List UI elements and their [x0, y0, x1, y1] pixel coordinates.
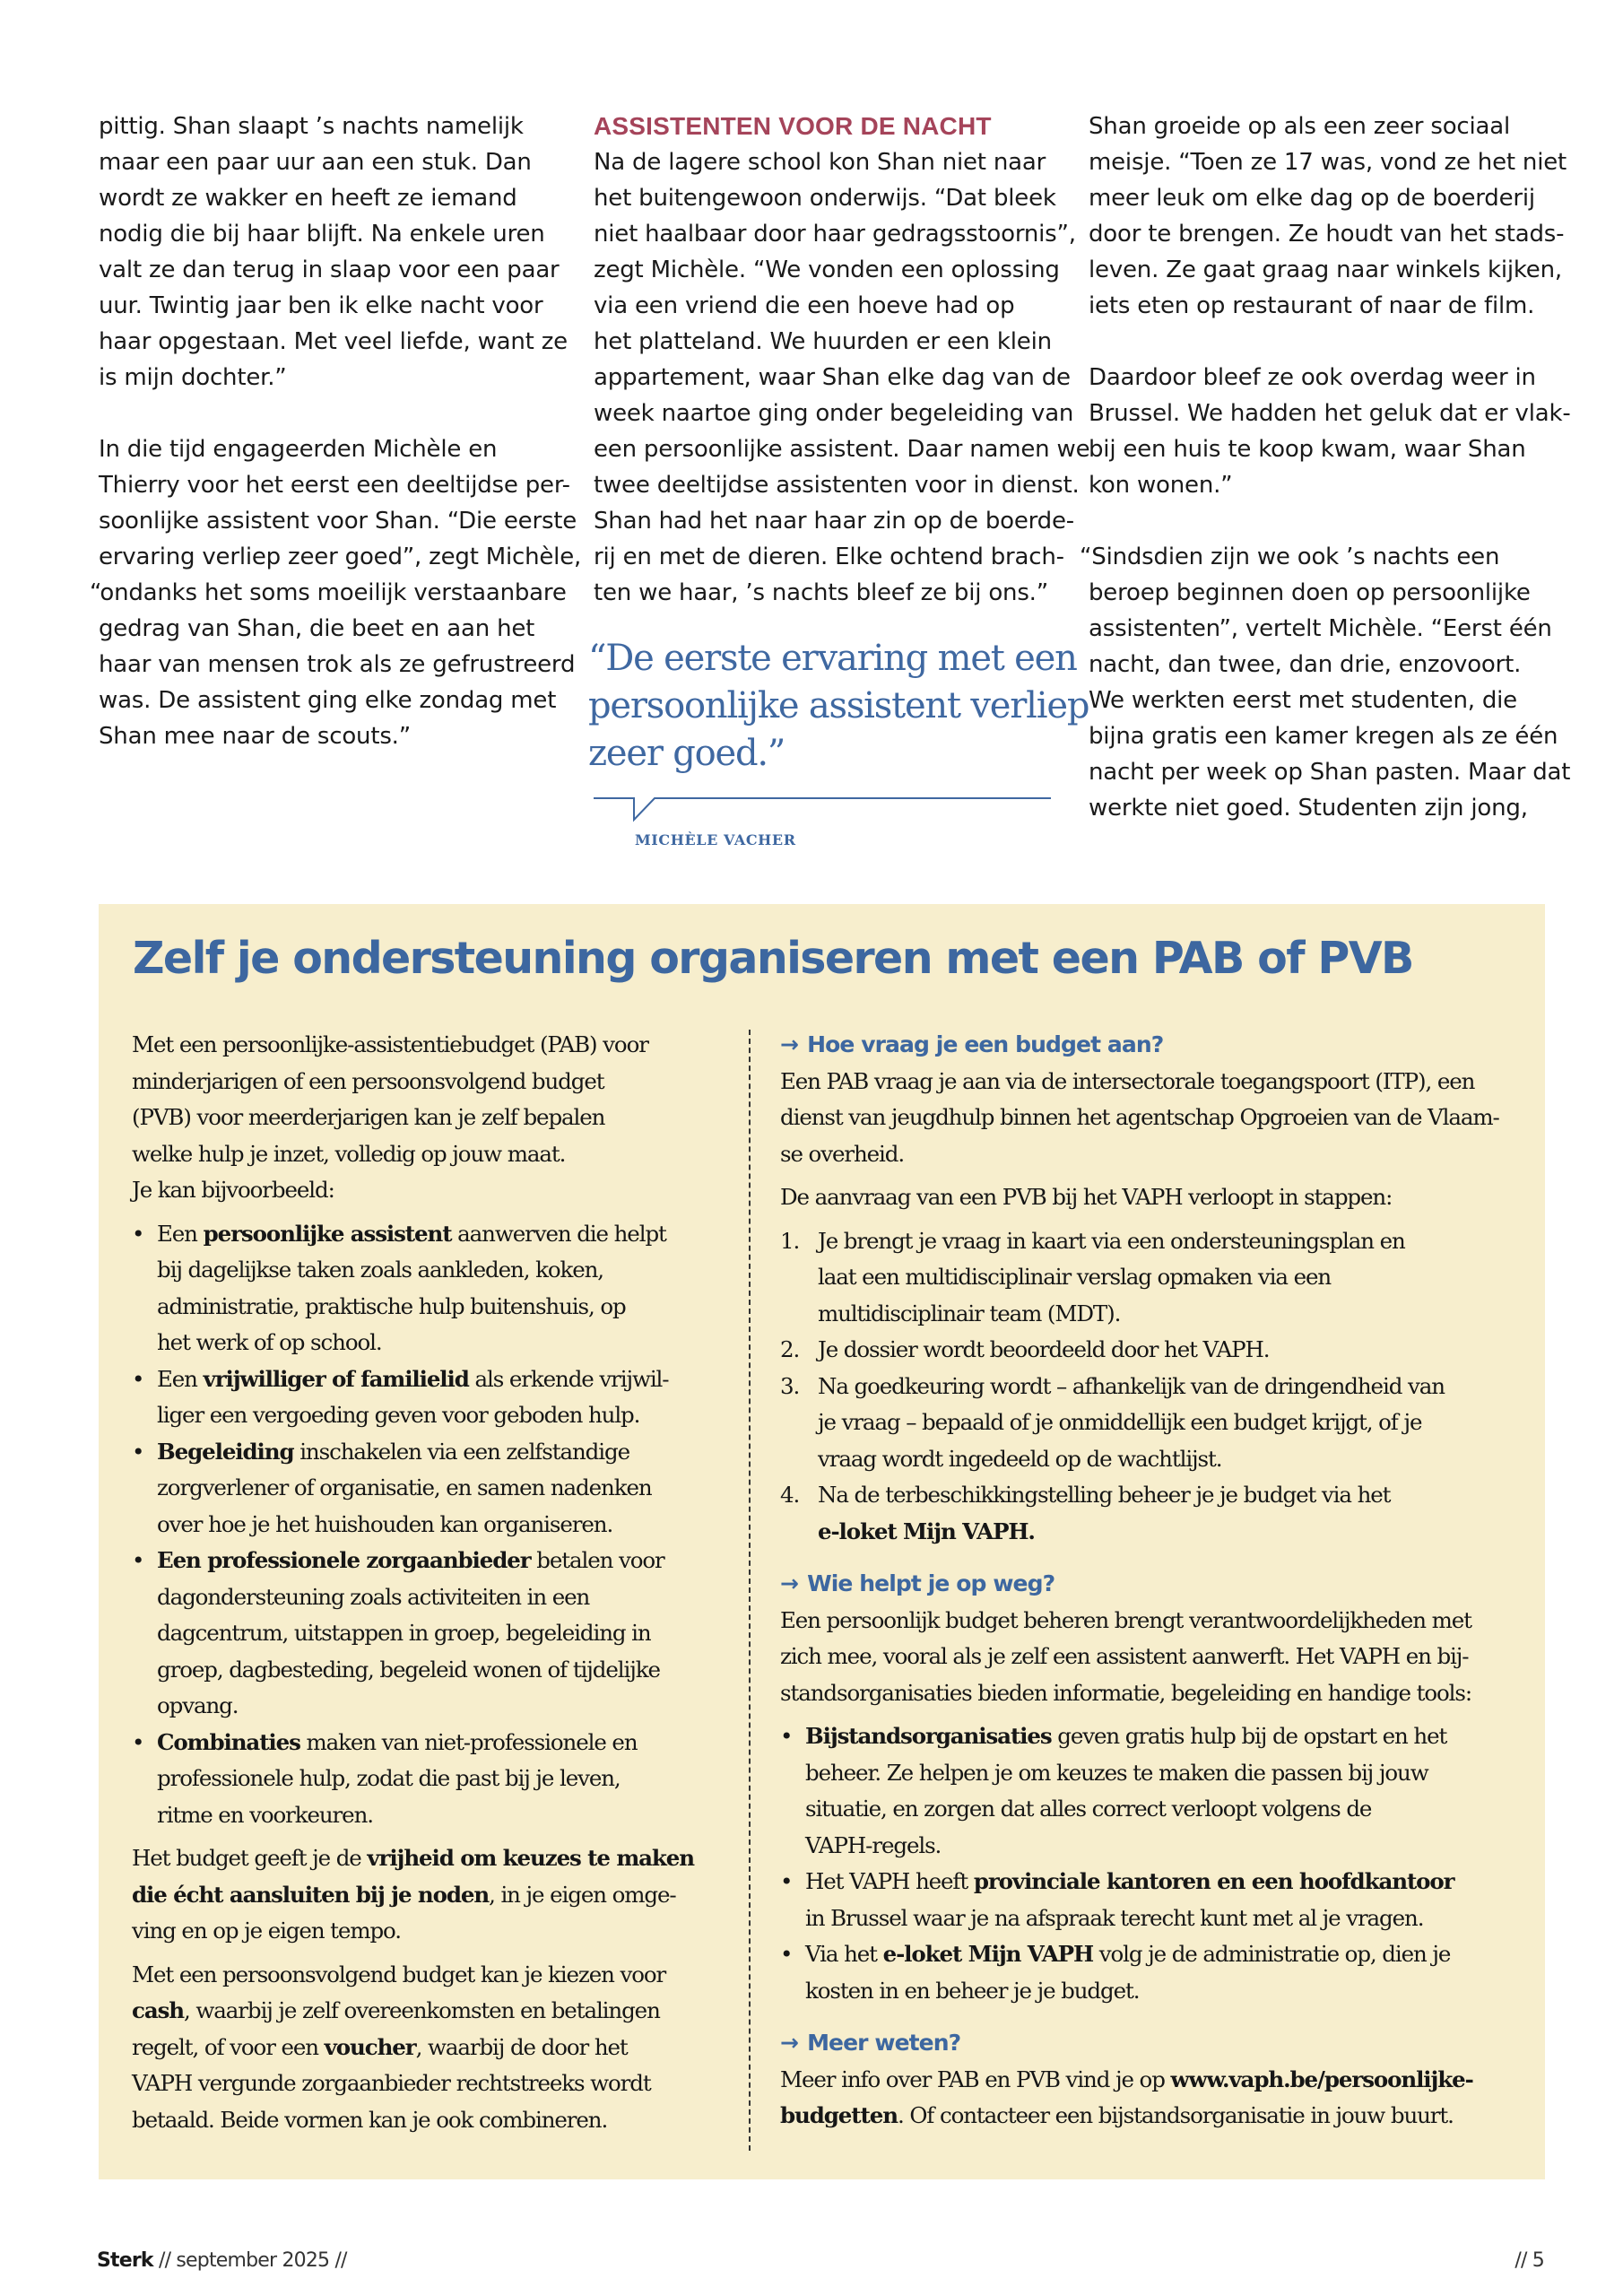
info-box-left-column — [132, 1027, 742, 2138]
article-column-3 — [1080, 109, 1571, 826]
text-line: appartement, waar Shan elke dag van de — [594, 364, 1071, 391]
steps-intro: De aanvraag van een PVB bij het VAPH verloopt in stappen: — [780, 1184, 1393, 1210]
footer-publication — [97, 2249, 347, 2272]
info-box-right-column — [780, 1027, 1533, 2135]
info-box-title: Zelf je ondersteuning organiseren met een PAB of PVB — [133, 933, 1413, 984]
list-item: • Een professionele zorgaanbieder betalen voor dagondersteuning zoals activiteiten in een dagcentrum, uitstappen in groep, begeleiding in groep, dagbesteding, begeleid wonen of tijdelijke opvang. — [132, 1543, 742, 1725]
text-line: wordt ze wakker en heeft ze iemand — [99, 185, 517, 212]
text-line: gedrag van Shan, die beet en aan het — [99, 615, 535, 642]
bullet-icon: • — [132, 1438, 144, 1465]
text-line: welke hulp je inzet, volledig op jouw maat. — [132, 1140, 566, 1167]
list-item: • Begeleiding inschakelen via een zelfstandige zorgverlener of organisatie, en samen nadenken over hoe je het huishouden kan organiseren. — [132, 1434, 742, 1544]
text-line: “Sindsdien zijn we ook ’s nachts een — [1080, 544, 1500, 570]
intro-paragraph — [132, 1027, 742, 1209]
list-item: • Het VAPH heeft provinciale kantoren en een hoofdkantoor in Brussel waar je na afspraak terecht kunt met al je vragen. — [780, 1864, 1533, 1936]
list-item: • Een vrijwilliger of familielid als erkende vrijwil- liger een vergoeding geven voor geboden hulp. — [132, 1361, 742, 1434]
text-line: een persoonlijke assistent. Daar namen we — [594, 436, 1090, 463]
steps-list — [780, 1223, 1533, 1551]
bullet-icon: • — [132, 1365, 144, 1392]
issue-date: // september 2025 // — [152, 2249, 347, 2272]
list-item: • Combinaties maken van niet-professionele en professionele hulp, zodat die past bij je leven, ritme en voorkeuren. — [132, 1725, 742, 1834]
bullet-icon: • — [780, 1868, 793, 1894]
page-number: // 5 — [1515, 2249, 1544, 2272]
help-list — [780, 1718, 1533, 2009]
pull-quote-line: zeer goed.” — [588, 733, 785, 774]
subheading-more-info: → Meer weten? — [780, 2025, 1533, 2062]
step-item: 4. Na de terbeschikkingstelling beheer je je budget via het e-loket Mijn VAPH. — [780, 1482, 1391, 1544]
text-line: via een vriend die een hoeve had op — [594, 292, 1015, 319]
vaph-url-link-cont[interactable]: budgetten — [780, 2102, 898, 2128]
arrow-right-icon: → — [780, 1031, 799, 1057]
text-line: Daardoor bleef ze ook overdag weer in — [1089, 364, 1536, 391]
text-line: “ondanks het soms moeilijk verstaanbare — [90, 579, 567, 606]
text-line: Brussel. We hadden het geluk dat er vlak- — [1089, 400, 1571, 427]
cash-voucher-paragraph: Met een persoonsvolgend budget kan je kiezen voor cash, waarbij je zelf overeenkomsten en betalingen regelt, of voor een voucher, waarbij de door het VAPH vergunde zorgaanbieder rechtstreeks wordt betaald. Beide vormen kan je ook combineren. — [132, 1961, 666, 2133]
col2-paragraph — [594, 144, 1090, 611]
subheading-how-to-apply: → Hoe vraag je een budget aan? — [780, 1027, 1533, 1064]
itp-paragraph: Een PAB vraag je aan via de intersectorale toegangspoort (ITP), een dienst van jeugdhulp binnen het agentschap Opgroeien van de Vlaam- se overheid. — [780, 1067, 1499, 1167]
article-column-1 — [90, 109, 582, 754]
text-line: minderjarigen of een persoonsvolgend budget — [132, 1067, 604, 1094]
col3-paragraph-3 — [1080, 539, 1571, 826]
bullet-icon: • — [132, 1220, 144, 1247]
text-line: leven. Ze gaat graag naar winkels kijken, — [1089, 257, 1562, 283]
text-line: is mijn dochter.” — [99, 364, 287, 391]
text-line: kon wonen.” — [1089, 472, 1233, 499]
arrow-right-icon: → — [780, 2030, 799, 2056]
list-item: • Een persoonlijke assistent aanwerven die helpt bij dagelijkse taken zoals aankleden, koken, administratie, praktische hulp buitenshuis, op het werk of op school. — [132, 1216, 742, 1361]
text-line: valt ze dan terug in slaap voor een paar — [99, 257, 560, 283]
text-line: werkte niet goed. Studenten zijn jong, — [1089, 795, 1528, 822]
text-line: ervaring verliep zeer goed”, zegt Michèle, — [99, 544, 582, 570]
list-item: • Bijstandsorganisaties geven gratis hulp bij de opstart en het beheer. Ze helpen je om keuzes te maken die passen bij jouw situatie, en zorgen dat alles correct verloopt volgens de VAPH-regels. — [780, 1718, 1533, 1864]
e-loket-link[interactable]: e-loket Mijn VAPH — [882, 1941, 1094, 1967]
arrow-right-icon: → — [780, 1570, 799, 1596]
text-line: twee deeltijdse assistenten voor in dienst. — [594, 472, 1080, 499]
text-line: We werkten eerst met studenten, die — [1089, 687, 1517, 714]
text-line: Thierry voor het eerst een deeltijdse per- — [99, 472, 570, 499]
text-line: Shan mee naar de scouts.” — [99, 723, 412, 750]
speech-pointer-rule-icon — [594, 796, 1051, 823]
text-line: het platteland. We huurden er een klein — [594, 328, 1052, 355]
e-loket-link[interactable]: e-loket Mijn VAPH. — [818, 1518, 1035, 1544]
text-line: door te brengen. Ze houdt van het stads- — [1089, 221, 1565, 248]
text-line: uur. Twintig jaar ben ik elke nacht voor — [99, 292, 543, 319]
pull-quote-line: persoonlijke assistent verliep — [588, 685, 1089, 726]
text-line: Je kan bijvoorbeeld: — [132, 1177, 334, 1203]
text-line: was. De assistent ging elke zondag met — [99, 687, 557, 714]
vaph-url-link[interactable]: www.vaph.be/persoonlijke- — [1170, 2066, 1473, 2092]
text-line: maar een paar uur aan een stuk. Dan — [99, 149, 532, 176]
section-heading: ASSISTENTEN VOOR DE NACHT — [594, 112, 992, 140]
list-item: • Via het e-loket Mijn VAPH volg je de administratie op, dien je kosten in en beheer je je budget. — [780, 1936, 1533, 2009]
text-line: bijna gratis een kamer kregen als ze één — [1089, 723, 1558, 750]
col1-paragraph-1 — [99, 109, 568, 396]
step-item: 3. Na goedkeuring wordt – afhankelijk van de dringendheid van je vraag – bepaald of je onmiddellijk een budget krijgt, of je vraag wordt ingedeeld op de wachtlijst. — [780, 1372, 1445, 1472]
bullet-icon: • — [780, 1941, 793, 1967]
subheading-who-helps: → Wie helpt je op weg? — [780, 1566, 1533, 1603]
text-line: rij en met de dieren. Elke ochtend brach- — [594, 544, 1064, 570]
column-divider — [749, 1030, 751, 2151]
options-list — [132, 1216, 742, 1834]
article-column-2 — [594, 109, 1090, 611]
text-line: meisje. “Toen ze 17 was, vond ze het niet — [1089, 149, 1567, 176]
text-line: nodig die bij haar blijft. Na enkele uren — [99, 221, 545, 248]
pull-quote-author: MICHÈLE VACHER — [635, 831, 796, 848]
pull-quote — [588, 635, 1089, 778]
freedom-paragraph: Het budget geeft je de vrijheid om keuzes te maken die écht aansluiten bij je noden, in je eigen omge- ving en op je eigen tempo. — [132, 1845, 694, 1944]
step-item: 1. Je brengt je vraag in kaart via een ondersteuningsplan en laat een multidisciplinair verslag opmaken via een multidisciplinair team (MDT). — [780, 1227, 1405, 1326]
text-line: soonlijke assistent voor Shan. “Die eerste — [99, 508, 577, 535]
text-line: zegt Michèle. “We vonden een oplossing — [594, 257, 1060, 283]
text-line: Shan had het naar haar zin op de boerde- — [594, 508, 1074, 535]
bullet-icon: • — [132, 1728, 144, 1755]
text-line: Na de lagere school kon Shan niet naar — [594, 149, 1046, 176]
text-line: nacht, dan twee, dan drie, enzovoort. — [1089, 651, 1522, 678]
magazine-name: Sterk — [97, 2249, 153, 2272]
text-line: Shan groeide op als een zeer sociaal — [1089, 113, 1511, 140]
text-line: week naartoe ging onder begeleiding van — [594, 400, 1074, 427]
pull-quote-line: “De eerste ervaring met een — [588, 638, 1077, 679]
text-line: bij een huis te koop kwam, waar Shan — [1089, 436, 1526, 463]
text-line: het buitengewoon onderwijs. “Dat bleek — [594, 185, 1056, 212]
text-line: Met een persoonlijke-assistentiebudget (PAB) voor — [132, 1031, 648, 1057]
bullet-icon: • — [780, 1723, 793, 1749]
text-line: haar van mensen trok als ze gefrustreerd — [99, 651, 576, 678]
text-line: pittig. Shan slaapt ’s nachts namelijk — [99, 113, 524, 140]
bullet-icon: • — [132, 1547, 144, 1573]
text-line: ten we haar, ’s nachts bleef ze bij ons.” — [594, 579, 1049, 606]
text-line: niet haalbaar door haar gedragsstoornis”, — [594, 221, 1076, 248]
text-line: assistenten”, vertelt Michèle. “Eerst één — [1089, 615, 1552, 642]
text-line: In die tijd engageerden Michèle en — [99, 436, 498, 463]
text-line: meer leuk om elke dag op de boerderij — [1089, 185, 1535, 212]
text-line: beroep beginnen doen op persoonlijke — [1089, 579, 1531, 606]
step-item: 2. Je dossier wordt beoordeeld door het VAPH. — [780, 1336, 1270, 1362]
col3-paragraph-2 — [1089, 360, 1571, 503]
more-info-paragraph: Meer info over PAB en PVB vind je op www.vaph.be/persoonlijke- budgetten. Of contacteer een bijstandsorganisatie in jouw buurt. — [780, 2066, 1473, 2128]
col1-paragraph-2 — [90, 431, 582, 754]
text-line: haar opgestaan. Met veel liefde, want ze — [99, 328, 568, 355]
help-paragraph: Een persoonlijk budget beheren brengt verantwoordelijkheden met zich mee, vooral als je zelf een assistent aanwerft. Het VAPH en bij- standsorganisaties bieden informatie, begeleiding en handige tools: — [780, 1606, 1471, 1706]
text-line: iets eten op restaurant of naar de film. — [1089, 292, 1535, 319]
text-line: (PVB) voor meerderjarigen kan je zelf bepalen — [132, 1104, 605, 1130]
text-line: nacht per week op Shan pasten. Maar dat — [1089, 759, 1571, 786]
col3-paragraph-1 — [1089, 109, 1567, 324]
